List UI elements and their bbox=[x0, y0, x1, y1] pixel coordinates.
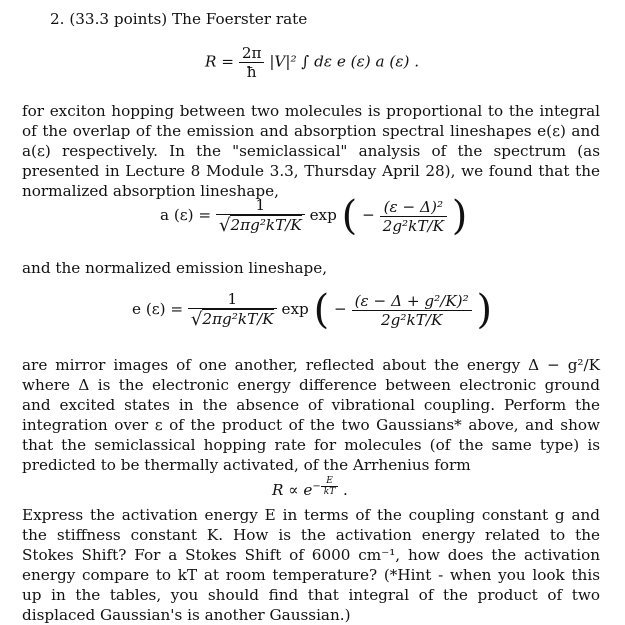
eq-arr-exp-den: kT bbox=[321, 486, 338, 497]
eq-arr-exponent: − E kT bbox=[312, 481, 338, 492]
eq-abs-inner-den: 2g²kT/K bbox=[380, 216, 447, 235]
eq-rate-den: ħ bbox=[239, 62, 265, 81]
eq-arr-lhs: R ∝ e bbox=[272, 481, 313, 500]
eq-em-prefactor bbox=[188, 290, 277, 330]
sqrt-icon: √ bbox=[218, 215, 231, 236]
eq-abs-den: √2πg²kT/K bbox=[216, 214, 305, 236]
eq-arr-exp-num: E bbox=[326, 476, 333, 486]
paragraph-2: and the normalized emission lineshape, bbox=[22, 259, 328, 277]
eq-rate-rest: |V|² ∫ dε e (ε) a (ε) . bbox=[269, 52, 420, 71]
equation-foerster-rate bbox=[205, 44, 419, 81]
equation-absorption: a (ε) = $\frac{1}{\text{√2πg²kT/K}}$ exp ( − $\frac{\text{(ε − Δ)²}}{\text{2g²kT/K}}$ ) bbox=[160, 193, 468, 239]
eq-em-exp: exp bbox=[281, 300, 309, 318]
eq-abs-lhs: a (ε) = bbox=[160, 206, 212, 224]
eq-abs-prefactor bbox=[216, 196, 305, 236]
problem-heading: 2. (33.3 points) The Foerster rate bbox=[50, 10, 308, 28]
eq-em-lhs: e (ε) = bbox=[132, 300, 184, 318]
eq-em-num: 1 bbox=[227, 290, 238, 308]
eq-abs-exp: exp bbox=[309, 206, 337, 224]
eq-em-inner-den: 2g²kT/K bbox=[352, 310, 472, 329]
equation-emission: e (ε) = $\frac{1}{\text{√2πg²kT/K}}$ exp ( − $\frac{\text{(ε − Δ + g²/K)²}}{\text{2g²kT/K}}$ ) bbox=[132, 287, 493, 333]
eq-em-inner-fraction bbox=[352, 292, 472, 329]
right-paren-icon: ) bbox=[451, 193, 468, 239]
eq-em-inner-num: (ε − Δ + g²/K)² bbox=[354, 291, 469, 310]
eq-em-den: √2πg²kT/K bbox=[188, 308, 277, 330]
paragraph-4: Express the activation energy E in terms of the coupling constant g and the stiffness constant K. How is the activation energy related to the Stokes Shift? For a Stokes Shift of 6000 cm⁻¹, how does the activation energy compare to kT at room temperature? (*Hint - when you look this up in the tables, you should find that integral of the product of two displaced Gaussian's is another Gaussian.) bbox=[22, 506, 600, 624]
equation-arrhenius bbox=[272, 476, 348, 499]
eq-abs-num: 1 bbox=[255, 196, 266, 214]
eq-rate-num: 2π bbox=[241, 44, 262, 62]
paragraph-3: are mirror images of one another, reflected about the energy Δ − g²/K where Δ is the electronic energy difference between electronic ground and excited states in the absence of vibrational coupling. Perform the integration over ε of the product of the two Gaussians* above, and show that the semiclassical hopping rate for molecules (of the same type) is predicted to be thermally activated, of the Arrhenius form bbox=[22, 356, 600, 474]
eq-abs-inner-num: (ε − Δ)² bbox=[383, 197, 444, 216]
eq-rate-lhs: R = bbox=[205, 52, 234, 71]
eq-rate-fraction bbox=[239, 44, 265, 81]
eq-abs-inner-fraction bbox=[380, 198, 447, 235]
sqrt-icon: √ bbox=[190, 309, 203, 330]
right-paren-icon: ) bbox=[476, 287, 493, 333]
left-paren-icon: ( bbox=[313, 287, 330, 333]
left-paren-icon: ( bbox=[341, 193, 358, 239]
paragraph-1: for exciton hopping between two molecules is proportional to the integral of the overlap of the emission and absorption spectral lineshapes e(ε) and a(ε) respectively. In the "semiclassical" analysis of the spectrum (as presented in Lecture 8 Module 3.3, Thursday April 28), we found that the normalized absorption lineshape, bbox=[22, 102, 600, 200]
eq-arr-tail: . bbox=[343, 481, 348, 500]
